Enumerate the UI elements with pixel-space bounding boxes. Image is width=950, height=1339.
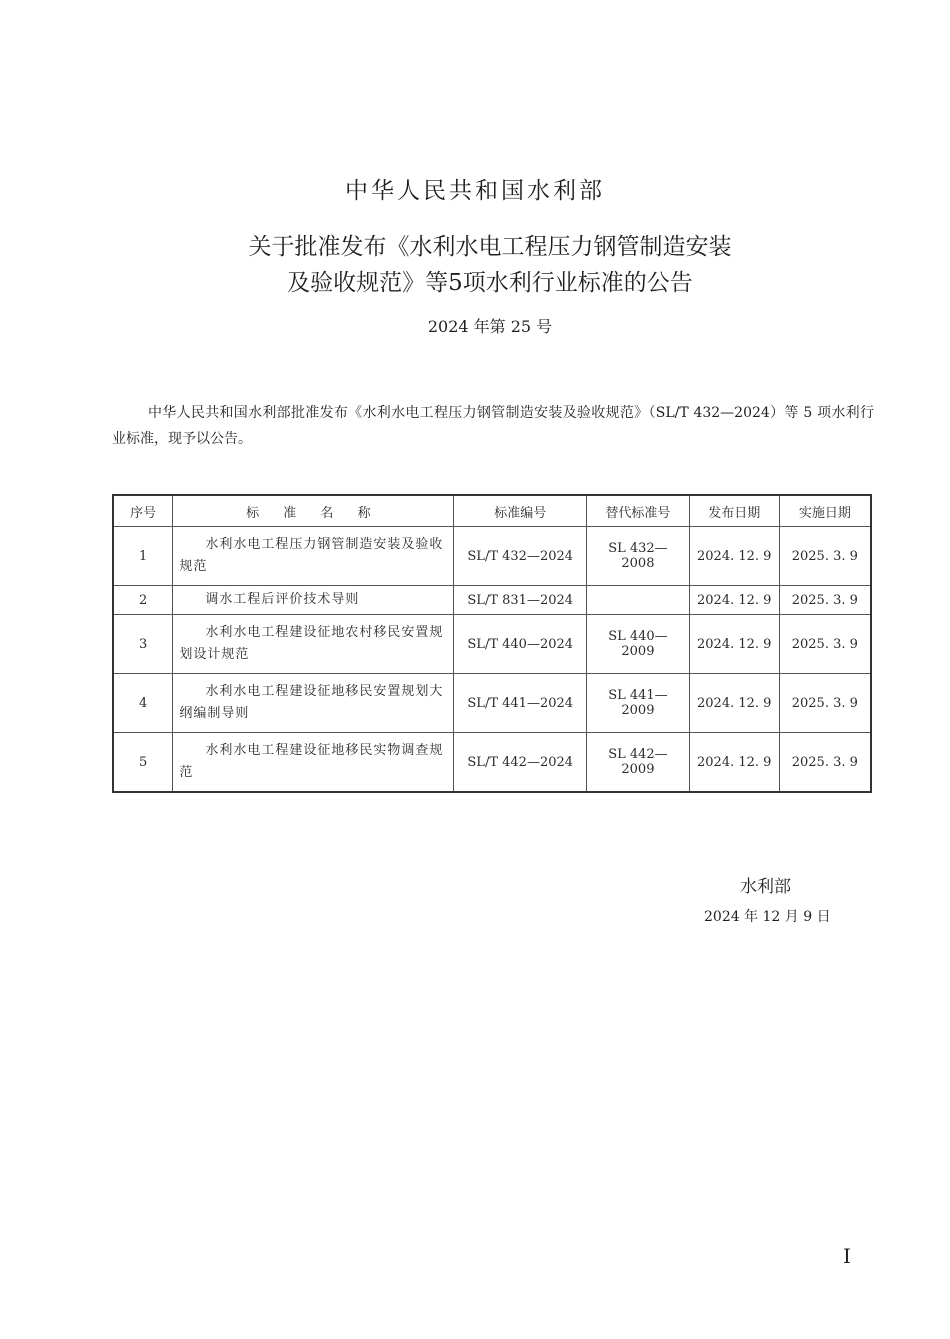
row-effective-date: 2025. 3. 9	[779, 527, 871, 586]
header-effective-date: 实施日期	[779, 495, 871, 527]
row-effective-date: 2025. 3. 9	[779, 615, 871, 674]
row-standard-name: 水利水电工程建设征地农村移民安置规划设计规范	[173, 615, 454, 674]
row-standard-code: SL/T 440—2024	[454, 615, 587, 674]
table-row	[113, 615, 871, 674]
signing-organization: 水利部	[740, 877, 791, 897]
header-serial: 序号	[113, 495, 173, 527]
table-row	[113, 674, 871, 733]
row-serial: 4	[113, 674, 173, 733]
row-replaced-standard: SL 440—2009	[587, 615, 690, 674]
header-standard-code: 标准编号	[454, 495, 587, 527]
row-standard-name: 调水工程后评价技术导则	[173, 586, 454, 615]
row-standard-name: 水利水电工程建设征地移民安置规划大纲编制导则	[173, 674, 454, 733]
row-standard-code: SL/T 442—2024	[454, 733, 587, 793]
row-effective-date: 2025. 3. 9	[779, 733, 871, 793]
row-replaced-standard: SL 432—2008	[587, 527, 690, 586]
table-row	[113, 586, 871, 615]
row-serial: 2	[113, 586, 173, 615]
row-serial: 1	[113, 527, 173, 586]
row-serial: 3	[113, 615, 173, 674]
row-issue-date: 2024. 12. 9	[689, 586, 779, 615]
row-issue-date: 2024. 12. 9	[689, 674, 779, 733]
row-replaced-standard: SL 442—2009	[587, 733, 690, 793]
row-standard-name: 水利水电工程建设征地移民实物调查规范	[173, 733, 454, 793]
table-row	[113, 527, 871, 586]
row-standard-code: SL/T 432—2024	[454, 527, 587, 586]
signing-date: 2024 年 12 月 9 日	[704, 909, 831, 925]
document-number: 2024 年第 25 号	[427, 317, 553, 336]
table-row	[113, 733, 871, 793]
row-standard-code: SL/T 441—2024	[454, 674, 587, 733]
header-replaced-standard: 替代标准号	[587, 495, 690, 527]
page-number: I	[843, 1244, 851, 1268]
row-effective-date: 2025. 3. 9	[779, 586, 871, 615]
row-standard-name: 水利水电工程压力钢管制造安装及验收规范	[173, 527, 454, 586]
row-effective-date: 2025. 3. 9	[779, 674, 871, 733]
row-standard-code: SL/T 831—2024	[454, 586, 587, 615]
row-replaced-standard	[587, 586, 690, 615]
announcement-title-line-2: 及验收规范》等5项水利行业标准的公告	[287, 270, 693, 296]
announcement-title-line-1: 关于批准发布《水利水电工程压力钢管制造安装	[248, 234, 732, 260]
row-issue-date: 2024. 12. 9	[689, 527, 779, 586]
row-issue-date: 2024. 12. 9	[689, 733, 779, 793]
row-serial: 5	[113, 733, 173, 793]
row-issue-date: 2024. 12. 9	[689, 615, 779, 674]
header-standard-name: 标 准 名 称	[173, 495, 454, 527]
standards-table	[112, 494, 872, 793]
row-replaced-standard: SL 441—2009	[587, 674, 690, 733]
intro-paragraph: 中华人民共和国水利部批准发布《水利水电工程压力钢管制造安装及验收规范》（SL/T 432—2024）等 5 项水利行业标准，现予以公告。	[112, 405, 874, 447]
table-header-row	[113, 495, 871, 527]
header-issue-date: 发布日期	[689, 495, 779, 527]
issuing-ministry: 中华人民共和国水利部	[345, 178, 605, 204]
